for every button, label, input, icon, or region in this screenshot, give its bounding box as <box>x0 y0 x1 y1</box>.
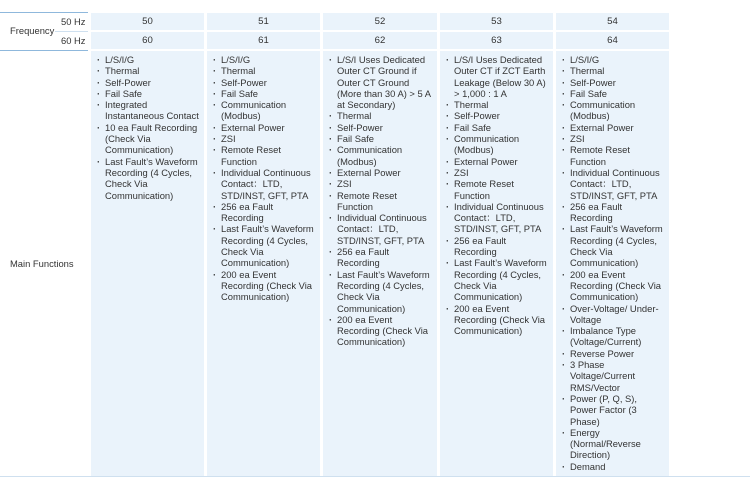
function-item: · Last Fault’s Waveform Recording (4 Cycles, Check Via Communication) <box>562 223 665 268</box>
function-item: · External Power <box>329 167 433 178</box>
main-functions-label: Main Functions <box>10 258 74 269</box>
col-4-functions <box>440 51 553 476</box>
function-item: · Fail Safe <box>446 122 549 133</box>
function-item: · Thermal <box>97 65 200 76</box>
col-3-function-list <box>329 54 433 348</box>
function-item: · Remote Reset Function <box>562 144 665 167</box>
function-item: · 200 ea Event Recording (Check Via Communication) <box>446 303 549 337</box>
function-item: · Energy (Normal/Reverse Direction) <box>562 427 665 461</box>
function-item: · Fail Safe <box>97 88 200 99</box>
col-3-code50: 52 <box>323 13 437 30</box>
function-item: · ZSI <box>329 178 433 189</box>
function-item: · 200 ea Event Recording (Check Via Communication) <box>562 269 665 303</box>
function-item: · Individual Continuous Contact：LTD, STD/INST, GFT, PTA <box>562 167 665 201</box>
function-item: · Thermal <box>562 65 665 76</box>
function-item: · Imbalance Type (Voltage/Current) <box>562 325 665 348</box>
function-item: · Self-Power <box>329 122 433 133</box>
col-3-code60: 62 <box>323 32 437 49</box>
function-item: · Individual Continuous Contact：LTD, STD/INST, GFT, PTA <box>446 201 549 235</box>
function-item: · 256 ea Fault Recording <box>562 201 665 224</box>
label-rule-top <box>0 12 88 13</box>
col-5-code60: 64 <box>556 32 669 49</box>
function-item: · Last Fault’s Waveform Recording (4 Cycles, Check Via Communication) <box>446 257 549 302</box>
col-1-functions <box>91 51 204 476</box>
function-item: · Remote Reset Function <box>446 178 549 201</box>
label-rule-mid <box>55 31 88 32</box>
function-item: · Communication (Modbus) <box>213 99 316 122</box>
function-item: · 200 ea Event Recording (Check Via Communication) <box>329 314 433 348</box>
function-item: · Individual Continuous Contact：LTD, STD/INST, GFT, PTA <box>213 167 316 201</box>
function-item: · 200 ea Event Recording (Check Via Communication) <box>213 269 316 303</box>
function-item: · Individual Continuous Contact：LTD, STD/INST, GFT, PTA <box>329 212 433 246</box>
hz60-label: 60 Hz <box>61 35 86 46</box>
function-item: · Reverse Power <box>562 348 665 359</box>
function-item: · Self-Power <box>562 77 665 88</box>
function-item: · Remote Reset Function <box>329 190 433 213</box>
col-2-functions <box>207 51 320 476</box>
function-item: · Fail Safe <box>329 133 433 144</box>
function-item: · Self-Power <box>97 77 200 88</box>
function-item: · Thermal <box>329 110 433 121</box>
col-2-function-list <box>213 54 316 303</box>
function-item: · 256 ea Fault Recording <box>446 235 549 258</box>
function-item: · Thermal <box>446 99 549 110</box>
function-item: · Fail Safe <box>213 88 316 99</box>
col-1-code60: 60 <box>91 32 204 49</box>
function-item: · Self-Power <box>446 110 549 121</box>
col-2-code60: 61 <box>207 32 320 49</box>
function-item: · ZSI <box>446 167 549 178</box>
function-item: · 256 ea Fault Recording <box>213 201 316 224</box>
function-item: · Communication (Modbus) <box>446 133 549 156</box>
function-item: · ZSI <box>213 133 316 144</box>
function-item: · L/S/I/G <box>562 54 665 65</box>
label-rule-freq <box>0 50 88 51</box>
col-5-function-list <box>562 54 665 472</box>
function-item: · External Power <box>446 156 549 167</box>
function-item: · Power (P, Q, S), Power Factor (3 Phase) <box>562 393 665 427</box>
col-4-function-list <box>446 54 549 336</box>
function-item: · Communication (Modbus) <box>329 144 433 167</box>
col-4-code50: 53 <box>440 13 553 30</box>
function-item: · ZSI <box>562 133 665 144</box>
function-item: · Integrated Instantaneous Contact <box>97 99 200 122</box>
frequency-label: Frequency <box>10 25 55 36</box>
function-item: · Last Fault’s Waveform Recording (4 Cycles, Check Via Communication) <box>329 269 433 314</box>
function-item: · 256 ea Fault Recording <box>329 246 433 269</box>
col-1-function-list <box>97 54 200 201</box>
function-item: · L/S/I Uses Dedicated Outer CT Ground if Outer CT Ground (More than 30 A) > 5 A at Secondary) <box>329 54 433 110</box>
function-item: · Last Fault’s Waveform Recording (4 Cycles, Check Via Communication) <box>97 156 200 201</box>
function-item: · Thermal <box>213 65 316 76</box>
function-item: · External Power <box>562 122 665 133</box>
function-item: · External Power <box>213 122 316 133</box>
hz50-label: 50 Hz <box>61 16 86 27</box>
col-5-functions <box>556 51 669 476</box>
col-4-code60: 63 <box>440 32 553 49</box>
function-item: · Self-Power <box>213 77 316 88</box>
function-item: · Over-Voltage/ Under-Voltage <box>562 303 665 326</box>
function-item: · Last Fault’s Waveform Recording (4 Cycles, Check Via Communication) <box>213 223 316 268</box>
function-item: · Fail Safe <box>562 88 665 99</box>
function-item: · Demand <box>562 461 665 472</box>
function-item: · 10 ea Fault Recording (Check Via Communication) <box>97 122 200 156</box>
function-item: · L/S/I Uses Dedicated Outer CT if ZCT Earth Leakage (Below 30 A) > 1,000 : 1 A <box>446 54 549 99</box>
function-item: · Communication (Modbus) <box>562 99 665 122</box>
function-item: · L/S/I/G <box>97 54 200 65</box>
col-1-code50: 50 <box>91 13 204 30</box>
function-item: · L/S/I/G <box>213 54 316 65</box>
function-item: · 3 Phase Voltage/Current RMS/Vector <box>562 359 665 393</box>
function-item: · Remote Reset Function <box>213 144 316 167</box>
col-2-code50: 51 <box>207 13 320 30</box>
col-3-functions <box>323 51 437 476</box>
col-5-code50: 54 <box>556 13 669 30</box>
label-rule-bottom <box>0 476 750 477</box>
